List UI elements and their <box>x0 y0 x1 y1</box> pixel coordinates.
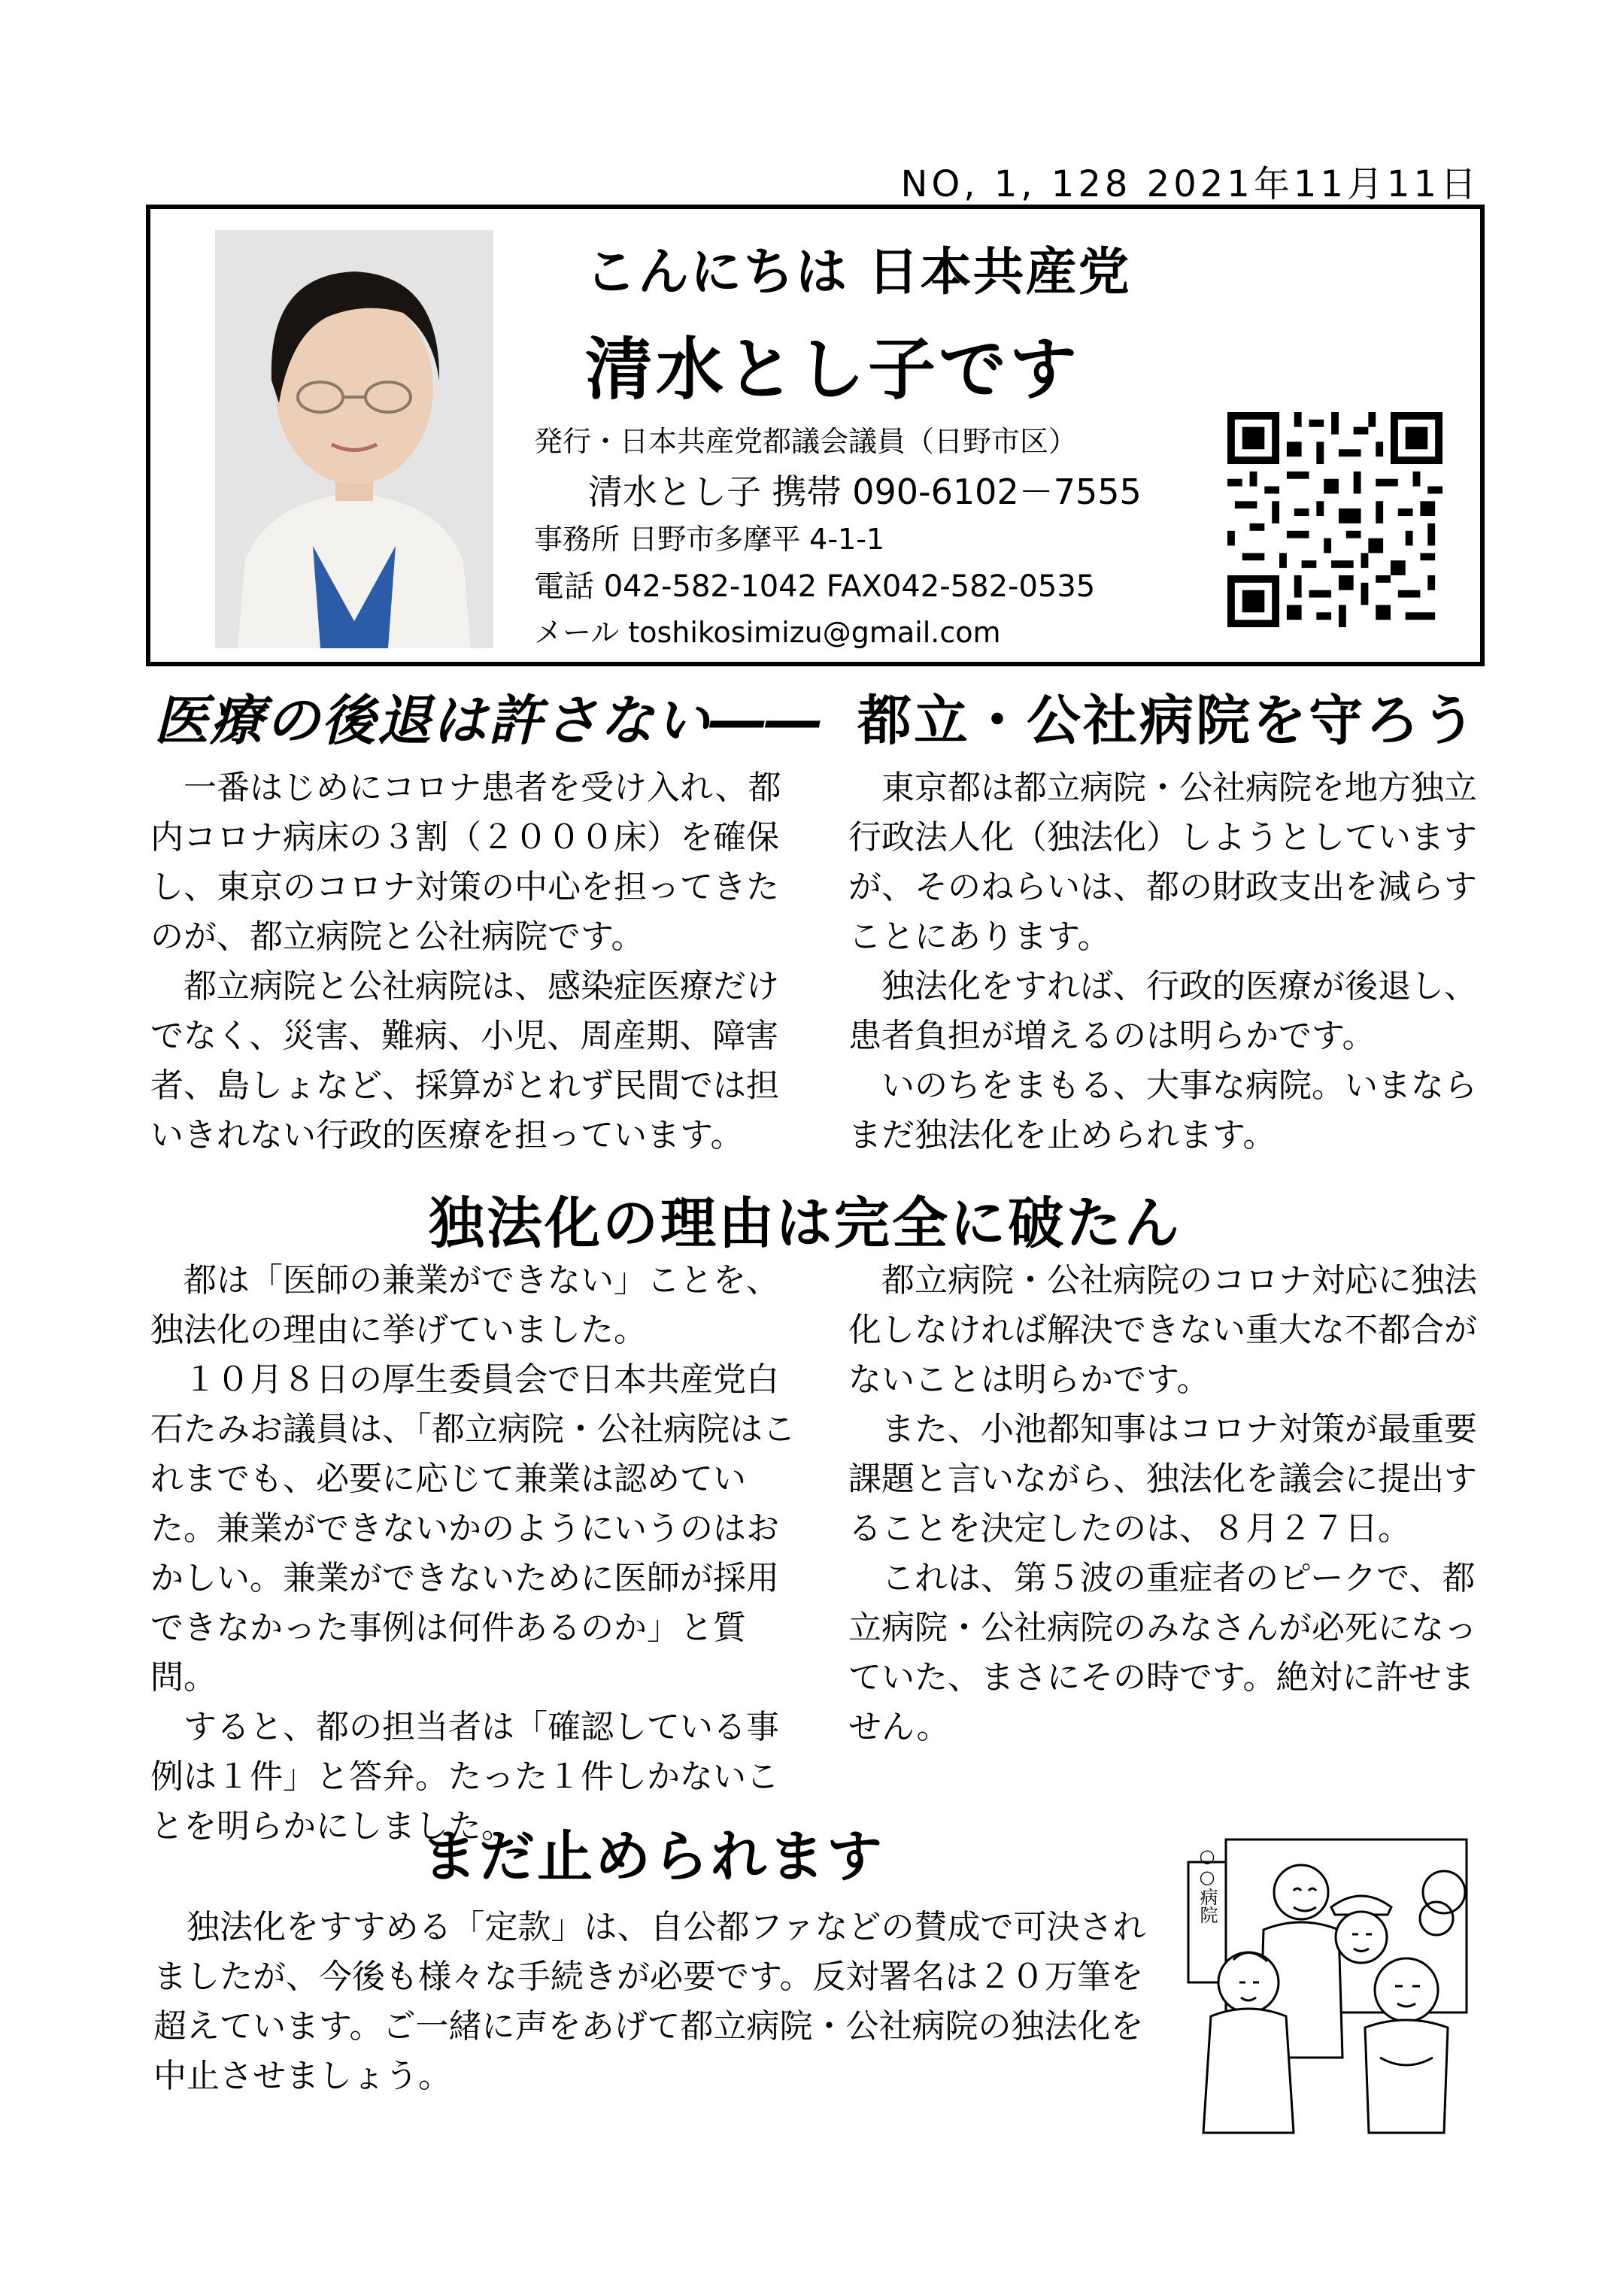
qr-code-icon <box>1227 412 1442 627</box>
tel-fax: 電話 042-582-1042 FAX042-582-0535 <box>534 569 1096 604</box>
paragraph: すると、都の担当者は「確認している事例は１件」と答弁。たった１件しかないことを明らかにしました。 <box>150 1708 779 1846</box>
paragraph: 独法化をすすめる「定款」は、自公都ファなどの賛成で可決されましたが、今後も様々な手続きが必要です。反対署名は２０万筆を超えています。ご一緒に声をあげて都立病院・公社病院の独法化を中止させましょう。 <box>153 1908 1146 2095</box>
email-line: メール toshikosimizu@gmail.com <box>534 616 1001 649</box>
section1-title-sub: 都立・公社病院を守ろう <box>857 689 1478 752</box>
paragraph: 都立病院・公社病院のコロナ対応に独法化しなければ解決できない重大な不都合がないことは明らかです。 <box>848 1261 1477 1399</box>
hospital-staff-illustration <box>1181 1832 1474 2148</box>
office-address: 事務所 日野市多摩平 4-1-1 <box>534 523 885 556</box>
section1-title-lead: 医療の後退は許さない―― <box>154 689 823 752</box>
section2-left-column <box>150 1256 797 1852</box>
section1-right-column <box>848 763 1495 1160</box>
section3-body <box>153 1903 1161 2101</box>
section1-left-column <box>150 763 797 1160</box>
section2-headline: 独法化の理由は完全に破たん <box>429 1191 1182 1256</box>
paragraph: 独法化をすれば、行政的医療が後退し、患者負担が増えるのは明らかです。 <box>848 967 1477 1055</box>
paragraph: また、小池都知事はコロナ対策が最重要課題と言いながら、独法化を議会に提出することを決定したのは、８月２７日。 <box>848 1410 1477 1548</box>
section2-right-column <box>848 1256 1495 1752</box>
portrait-photo <box>215 230 493 648</box>
contact-line: 清水とし子 携帯 090-6102－7555 <box>588 472 1142 512</box>
paragraph: 都立病院と公社病院は、感染症医療だけでなく、災害、難病、小児、周産期、障害者、島しょなど、採算がとれず民間では担いきれない行政的医療を担っています。 <box>150 967 779 1154</box>
hospital-sign-text: ○○病院 <box>1197 1846 1218 1924</box>
section1-headline <box>154 677 1485 755</box>
greeting-title: こんにちは 日本共産党 <box>585 243 1131 302</box>
paragraph: いのちをまもる、大事な病院。いまならまだ独法化を止められます。 <box>848 1066 1477 1154</box>
issue-number: NO, 1, 128 2021年11月11日 <box>900 163 1480 205</box>
paragraph: 一番はじめにコロナ患者を受け入れ、都内コロナ病床の３割（２０００床）を確保し、東京のコロナ対策の中心を担ってきたのが、都立病院と公社病院です。 <box>150 769 781 956</box>
name-title: 清水とし子です <box>585 330 1080 409</box>
paragraph: 東京都は都立病院・公社病院を地方独立行政法人化（独法化）しようとしていますが、そのねらいは、都の財政支出を減らすことにあります。 <box>848 769 1477 956</box>
paragraph: 都は「医師の兼業ができない」ことを、独法化の理由に挙げていました。 <box>150 1261 779 1349</box>
publisher-line: 発行・日本共産党都議会議員（日野市区） <box>534 425 1078 458</box>
paragraph: １０月８日の厚生委員会で日本共産党白石たみお議員は、「都立病院・公社病院はこれまでも、必要に応じて兼業は認めていた。兼業ができないかのようにいうのはおかしい。兼業ができないために医師が採用できなかった事例は何件あるのか」と質問。 <box>150 1360 796 1697</box>
paragraph: これは、第５波の重症者のピークで、都立病院・公社病院のみなさんが必死になっていた、まさにその時です。絶対に許せません。 <box>848 1559 1477 1746</box>
section3-headline: まだ止められます <box>421 1824 884 1889</box>
masthead <box>146 205 1485 666</box>
